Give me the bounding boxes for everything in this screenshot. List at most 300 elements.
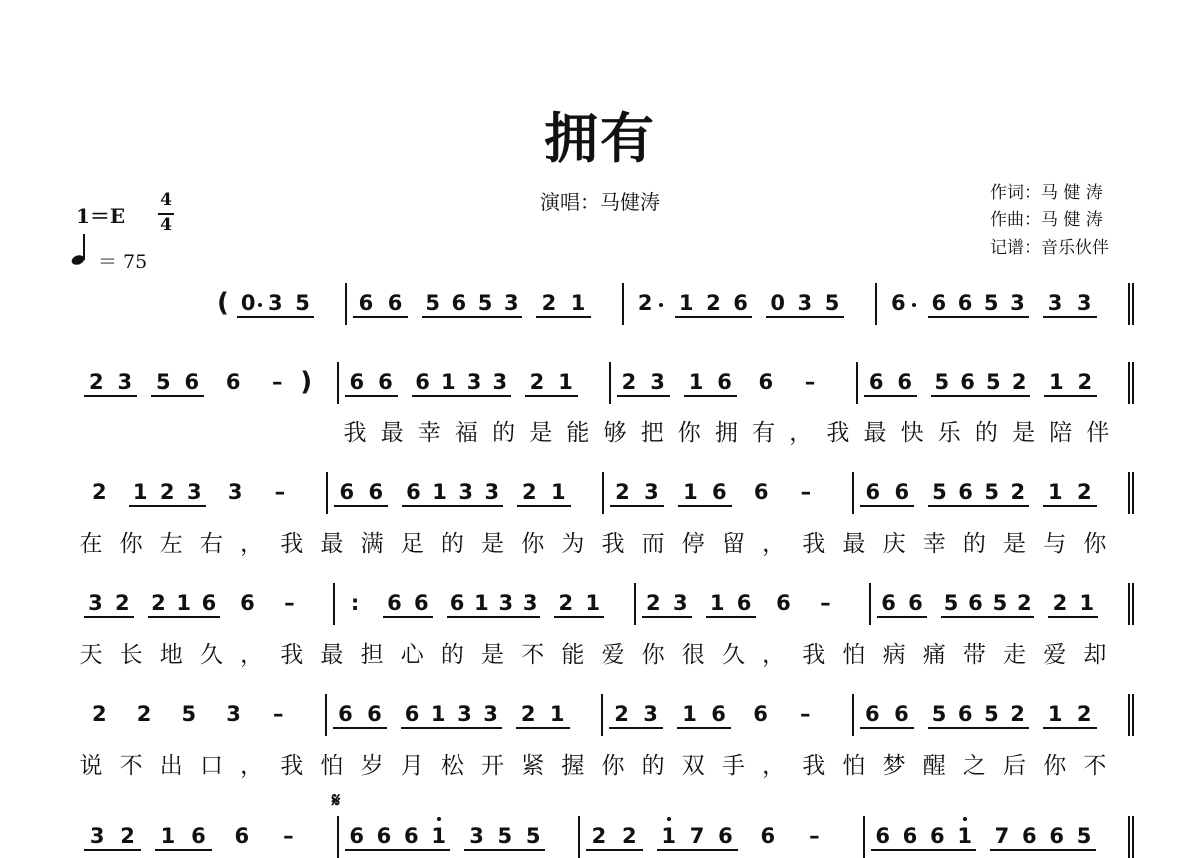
lyric-char: 醒 bbox=[922, 753, 946, 779]
note: 1 bbox=[1047, 480, 1063, 504]
dash-note: – bbox=[804, 370, 816, 394]
note: 1 bbox=[1047, 702, 1063, 726]
lyric-char: 幸 bbox=[417, 420, 441, 446]
lyric-char: 你 bbox=[1083, 531, 1107, 557]
lyric-char: 久 bbox=[721, 642, 745, 668]
beam-underline bbox=[517, 505, 571, 507]
note: 3 bbox=[469, 824, 484, 848]
lyric-char: 我 bbox=[802, 642, 826, 668]
note: 6 bbox=[875, 824, 890, 848]
lyric-char: 不 bbox=[521, 642, 545, 668]
note: 5 bbox=[986, 370, 1001, 394]
lyric-char: 快 bbox=[900, 420, 924, 446]
note: 1 bbox=[160, 824, 176, 848]
lyric-char: 把 bbox=[640, 420, 664, 446]
barline bbox=[856, 362, 858, 404]
note: 3 bbox=[1076, 291, 1092, 315]
beam-underline bbox=[334, 505, 388, 507]
beam-underline bbox=[447, 616, 541, 618]
beam-underline bbox=[1048, 616, 1098, 618]
beam-underline bbox=[84, 849, 141, 851]
lyric-char: 地 bbox=[159, 642, 183, 668]
note: 2 bbox=[1076, 702, 1092, 726]
lyric-char: 带 bbox=[962, 642, 986, 668]
note: 2 bbox=[159, 480, 175, 504]
note: 6 bbox=[776, 591, 791, 615]
note: 6 bbox=[378, 370, 393, 394]
beam-underline bbox=[237, 316, 314, 318]
note: 3 bbox=[89, 824, 105, 848]
beam-underline bbox=[678, 505, 732, 507]
note: 3 bbox=[457, 702, 472, 726]
barline bbox=[863, 816, 865, 858]
note: 1 bbox=[585, 591, 601, 615]
lyric-char: ， bbox=[240, 642, 264, 668]
lyric-char: 握 bbox=[561, 753, 585, 779]
note: 5 bbox=[992, 591, 1008, 615]
barline bbox=[1128, 362, 1130, 404]
note: 3 bbox=[227, 480, 243, 504]
note: 6 bbox=[712, 480, 727, 504]
lyric-char: 松 bbox=[440, 753, 464, 779]
lyric-char: 右 bbox=[199, 531, 223, 557]
augmentation-dot bbox=[912, 303, 916, 307]
song-title: 拥有 bbox=[544, 106, 656, 170]
note: 3 bbox=[498, 591, 514, 615]
barline bbox=[852, 472, 854, 514]
time-signature-top: 4 bbox=[160, 190, 172, 210]
note: 3 bbox=[492, 370, 508, 394]
note: 1 bbox=[957, 824, 972, 848]
lyric-char: 口 bbox=[199, 753, 223, 779]
note: 6 bbox=[902, 824, 918, 848]
lyric-char: 最 bbox=[320, 642, 344, 668]
beam-underline bbox=[860, 727, 914, 729]
beam-underline bbox=[536, 316, 590, 318]
note: 6 bbox=[367, 702, 382, 726]
note: 6 bbox=[908, 591, 923, 615]
note: 6 bbox=[376, 824, 392, 848]
note: 5 bbox=[181, 702, 197, 726]
note: 1 bbox=[661, 824, 676, 848]
lyric-char: 月 bbox=[400, 753, 424, 779]
barline bbox=[337, 816, 339, 858]
beam-underline bbox=[609, 727, 663, 729]
tempo-marking: ＝ 75 bbox=[98, 251, 148, 273]
note: 2 bbox=[706, 291, 721, 315]
note: 2 bbox=[92, 702, 107, 726]
note: 5 bbox=[1076, 824, 1092, 848]
lyric-char: 担 bbox=[360, 642, 384, 668]
note: 2 bbox=[521, 480, 537, 504]
lyric-char: 留 bbox=[721, 531, 745, 557]
barline bbox=[333, 583, 335, 625]
note: 5 bbox=[525, 824, 541, 848]
beam-underline bbox=[617, 395, 670, 397]
lyric-char: 的 bbox=[974, 420, 998, 446]
note: 6 bbox=[894, 702, 909, 726]
lyric-char: 的 bbox=[492, 420, 516, 446]
high-octave-dot bbox=[437, 817, 441, 821]
barline bbox=[345, 283, 347, 325]
note: 6 bbox=[349, 824, 364, 848]
parenthesis: ( bbox=[217, 288, 229, 318]
note: 6 bbox=[957, 702, 973, 726]
note: 6 bbox=[865, 480, 881, 504]
barline bbox=[602, 472, 604, 514]
note: 6 bbox=[339, 480, 355, 504]
high-octave-dot bbox=[667, 817, 671, 821]
note: 6 bbox=[890, 291, 906, 315]
barline bbox=[326, 472, 328, 514]
note: 2 bbox=[529, 370, 545, 394]
barline bbox=[601, 694, 603, 736]
note: 1 bbox=[688, 370, 704, 394]
note: 6 bbox=[404, 702, 420, 726]
note: 6 bbox=[201, 591, 217, 615]
lyric-char: 的 bbox=[440, 642, 464, 668]
lyric-char: 最 bbox=[380, 420, 404, 446]
barline bbox=[634, 583, 636, 625]
lyric-char: 左 bbox=[159, 531, 183, 557]
note: 2 bbox=[88, 370, 104, 394]
note: 2 bbox=[520, 702, 536, 726]
beam-underline bbox=[148, 616, 220, 618]
lyric-char: 走 bbox=[1003, 642, 1027, 668]
beam-underline bbox=[931, 395, 1030, 397]
lyric-char: 之 bbox=[962, 753, 986, 779]
lyric-char: 能 bbox=[561, 642, 585, 668]
beam-underline bbox=[516, 727, 570, 729]
note: 3 bbox=[1010, 291, 1025, 315]
high-octave-dot bbox=[963, 817, 967, 821]
note: 6 bbox=[881, 591, 896, 615]
barline bbox=[869, 583, 871, 625]
barline bbox=[1132, 362, 1134, 404]
lyric-char: ， bbox=[762, 531, 786, 557]
note: 5 bbox=[934, 370, 950, 394]
barline bbox=[622, 283, 624, 325]
note: 5 bbox=[824, 291, 840, 315]
note: 6 bbox=[406, 480, 421, 504]
note: 3 bbox=[1047, 291, 1063, 315]
lyric-char: 不 bbox=[119, 753, 143, 779]
lyric-char: 你 bbox=[521, 531, 545, 557]
quarter-note-icon bbox=[70, 232, 94, 268]
barline bbox=[1128, 472, 1130, 514]
lyric-char: 长 bbox=[119, 642, 143, 668]
note: 1 bbox=[549, 702, 565, 726]
note: 2 bbox=[541, 291, 557, 315]
note: 3 bbox=[458, 480, 473, 504]
lyric-char: 我 bbox=[601, 531, 625, 557]
lyric-char: 的 bbox=[641, 753, 665, 779]
note: 6 bbox=[718, 824, 733, 848]
key-signature: 1＝E bbox=[76, 204, 126, 228]
lyric-char: 不 bbox=[1083, 753, 1107, 779]
beam-underline bbox=[677, 727, 731, 729]
note: 6 bbox=[753, 702, 768, 726]
lyric-char: 病 bbox=[882, 642, 906, 668]
beam-underline bbox=[151, 395, 204, 397]
note: 6 bbox=[758, 370, 774, 394]
beam-underline bbox=[402, 505, 503, 507]
note: 1 bbox=[440, 370, 456, 394]
note: 6 bbox=[733, 291, 748, 315]
lyric-char: 天 bbox=[79, 642, 103, 668]
beam-underline bbox=[412, 395, 511, 397]
beam-underline bbox=[1043, 727, 1097, 729]
note: 6 bbox=[931, 291, 947, 315]
beam-underline bbox=[1044, 395, 1097, 397]
lyric-char: 最 bbox=[320, 531, 344, 557]
note: 1 bbox=[558, 370, 573, 394]
lyric-char: 岁 bbox=[360, 753, 384, 779]
beam-underline bbox=[84, 395, 137, 397]
lyric-char: 是 bbox=[481, 642, 505, 668]
dash-note: – bbox=[809, 824, 820, 848]
note: 1 bbox=[1079, 591, 1095, 615]
parenthesis: ) bbox=[300, 367, 313, 397]
dash-note: – bbox=[799, 702, 811, 726]
lyric-char: 伴 bbox=[1086, 420, 1110, 446]
beam-underline bbox=[586, 849, 643, 851]
lyric-char: 是 bbox=[481, 531, 505, 557]
augmentation-dot bbox=[659, 303, 663, 307]
beam-underline bbox=[422, 316, 523, 318]
note: 3 bbox=[117, 370, 133, 394]
lyric-char: ， bbox=[762, 642, 786, 668]
lyric-char: 你 bbox=[601, 753, 625, 779]
beam-underline bbox=[928, 316, 1029, 318]
barline bbox=[1128, 694, 1130, 736]
lyric-char: 说 bbox=[79, 753, 103, 779]
lyric-char: 为 bbox=[561, 531, 585, 557]
beam-underline bbox=[684, 395, 737, 397]
beam-underline bbox=[353, 316, 407, 318]
barline bbox=[875, 283, 877, 325]
beam-underline bbox=[657, 849, 738, 851]
note: 6 bbox=[894, 480, 910, 504]
note: 2 bbox=[621, 370, 637, 394]
beam-underline bbox=[383, 616, 433, 618]
beam-underline bbox=[928, 505, 1029, 507]
note: 3 bbox=[797, 291, 813, 315]
beam-underline bbox=[941, 616, 1035, 618]
note: 6 bbox=[958, 480, 973, 504]
note: 6 bbox=[968, 591, 983, 615]
note: 1 bbox=[430, 702, 446, 726]
note: 1 bbox=[678, 291, 694, 315]
note: 6 bbox=[897, 370, 912, 394]
note: 2 bbox=[1076, 480, 1092, 504]
note: 2 bbox=[558, 591, 574, 615]
note: 6 bbox=[711, 702, 726, 726]
dash-note: – bbox=[274, 480, 286, 504]
note: 6 bbox=[451, 291, 467, 315]
note: 0 bbox=[240, 291, 256, 315]
beam-underline bbox=[928, 727, 1029, 729]
beam-underline bbox=[401, 727, 502, 729]
note: 2 bbox=[1052, 591, 1068, 615]
lyric-char: 你 bbox=[641, 642, 665, 668]
lyric-char: 我 bbox=[343, 420, 367, 446]
lyricist-credit: 作词：马 健 涛 bbox=[990, 183, 1103, 203]
lyric-char: 爱 bbox=[1043, 642, 1067, 668]
lyric-char: ， bbox=[240, 531, 264, 557]
barline bbox=[1128, 283, 1130, 325]
note: 1 bbox=[1048, 370, 1064, 394]
barline bbox=[1128, 816, 1130, 858]
lyric-char: 我 bbox=[280, 531, 304, 557]
note: 6 bbox=[191, 824, 206, 848]
note: 1 bbox=[550, 480, 566, 504]
lyric-char: 足 bbox=[400, 531, 424, 557]
note: 3 bbox=[268, 291, 283, 315]
beam-underline bbox=[84, 616, 134, 618]
dash-note: – bbox=[800, 480, 812, 504]
note: 2 bbox=[151, 591, 166, 615]
barline bbox=[1132, 472, 1134, 514]
note: 6 bbox=[760, 824, 776, 848]
lyric-char: 是 bbox=[529, 420, 553, 446]
beam-underline bbox=[675, 316, 752, 318]
note: 5 bbox=[931, 702, 947, 726]
note: 6 bbox=[234, 824, 250, 848]
beam-underline bbox=[610, 505, 664, 507]
dash-note: – bbox=[820, 591, 831, 615]
lyric-char: 最 bbox=[863, 420, 887, 446]
barline bbox=[1128, 583, 1130, 625]
note: 5 bbox=[425, 291, 440, 315]
barline bbox=[325, 694, 327, 736]
note: 2 bbox=[646, 591, 661, 615]
note: 3 bbox=[226, 702, 241, 726]
lyric-char: 很 bbox=[681, 642, 705, 668]
beam-underline bbox=[464, 849, 545, 851]
lyric-char: 的 bbox=[962, 531, 986, 557]
note: 7 bbox=[994, 824, 1010, 848]
lyric-char: 乐 bbox=[937, 420, 961, 446]
lyric-char: ， bbox=[240, 753, 264, 779]
note: 6 bbox=[368, 480, 384, 504]
note: 2 bbox=[637, 291, 653, 315]
lyric-char: 手 bbox=[721, 753, 745, 779]
beam-underline bbox=[706, 616, 756, 618]
note: 2 bbox=[1010, 702, 1025, 726]
transcriber-credit: 记谱：音乐伙伴 bbox=[990, 238, 1109, 258]
note: 6 bbox=[338, 702, 353, 726]
note: 5 bbox=[984, 702, 999, 726]
barline bbox=[337, 362, 339, 404]
lyric-char: 我 bbox=[802, 531, 826, 557]
beam-underline bbox=[554, 616, 604, 618]
lyric-char: 怕 bbox=[842, 753, 866, 779]
lyric-char: ， bbox=[762, 753, 786, 779]
lyric-char: 你 bbox=[1043, 753, 1067, 779]
note: 5 bbox=[943, 591, 959, 615]
lyric-char: 我 bbox=[826, 420, 850, 446]
lyric-char: 怕 bbox=[320, 753, 344, 779]
note: 5 bbox=[983, 291, 999, 315]
note: 2 bbox=[120, 824, 135, 848]
lyric-char: 拥 bbox=[714, 420, 738, 446]
note: 1 bbox=[682, 702, 697, 726]
note: 3 bbox=[484, 480, 500, 504]
note: 3 bbox=[466, 370, 482, 394]
barline bbox=[1132, 816, 1134, 858]
lyric-char: 双 bbox=[681, 753, 705, 779]
beam-underline bbox=[877, 616, 927, 618]
note: 6 bbox=[184, 370, 200, 394]
note: 1 bbox=[570, 291, 586, 315]
lyric-char: 爱 bbox=[601, 642, 625, 668]
barline bbox=[852, 694, 854, 736]
dash-note: – bbox=[283, 824, 294, 848]
lyric-char: 我 bbox=[280, 753, 304, 779]
note: 6 bbox=[349, 370, 365, 394]
lyric-char: 怕 bbox=[842, 642, 866, 668]
note: 1 bbox=[474, 591, 489, 615]
note: 1 bbox=[683, 480, 698, 504]
beam-underline bbox=[525, 395, 578, 397]
lyric-char: 你 bbox=[677, 420, 701, 446]
note: 3 bbox=[650, 370, 665, 394]
lyric-char: 却 bbox=[1083, 642, 1107, 668]
note: 6 bbox=[717, 370, 732, 394]
note: 6 bbox=[736, 591, 752, 615]
note: 5 bbox=[932, 480, 947, 504]
lyric-char: 久 bbox=[199, 642, 223, 668]
lyric-char: 幸 bbox=[922, 531, 946, 557]
lyric-char: 而 bbox=[641, 531, 665, 557]
beam-underline bbox=[155, 849, 212, 851]
time-signature-bottom: 4 bbox=[160, 215, 172, 235]
lyric-char: 最 bbox=[842, 531, 866, 557]
note: 2 bbox=[92, 480, 107, 504]
note: 7 bbox=[689, 824, 705, 848]
note: 3 bbox=[483, 702, 498, 726]
barline bbox=[578, 816, 580, 858]
lyric-char: 我 bbox=[802, 753, 826, 779]
lyric-char: 在 bbox=[79, 531, 103, 557]
dash-note: – bbox=[273, 702, 284, 726]
lyric-char: 庆 bbox=[882, 531, 906, 557]
lyric-char: 是 bbox=[1012, 420, 1036, 446]
lyric-char: 的 bbox=[440, 531, 464, 557]
note: 6 bbox=[225, 370, 241, 394]
beam-underline bbox=[129, 505, 206, 507]
barline bbox=[1132, 583, 1134, 625]
lyric-char: 有 bbox=[752, 420, 776, 446]
lyric-char: 陪 bbox=[1049, 420, 1073, 446]
beam-underline bbox=[333, 727, 387, 729]
note: 6 bbox=[1022, 824, 1037, 848]
lyric-char: 梦 bbox=[882, 753, 906, 779]
note: 3 bbox=[643, 702, 658, 726]
beam-underline bbox=[345, 849, 450, 851]
dash-note: – bbox=[284, 591, 295, 615]
note: 6 bbox=[930, 824, 945, 848]
lyric-char: 心 bbox=[400, 642, 424, 668]
note: 6 bbox=[865, 702, 880, 726]
beam-underline bbox=[1043, 505, 1097, 507]
lyric-char: 后 bbox=[1003, 753, 1027, 779]
lyric-char: 紧 bbox=[521, 753, 545, 779]
lyric-char: 开 bbox=[481, 753, 505, 779]
lyric-char: ， bbox=[789, 420, 813, 446]
note: 2 bbox=[591, 824, 607, 848]
